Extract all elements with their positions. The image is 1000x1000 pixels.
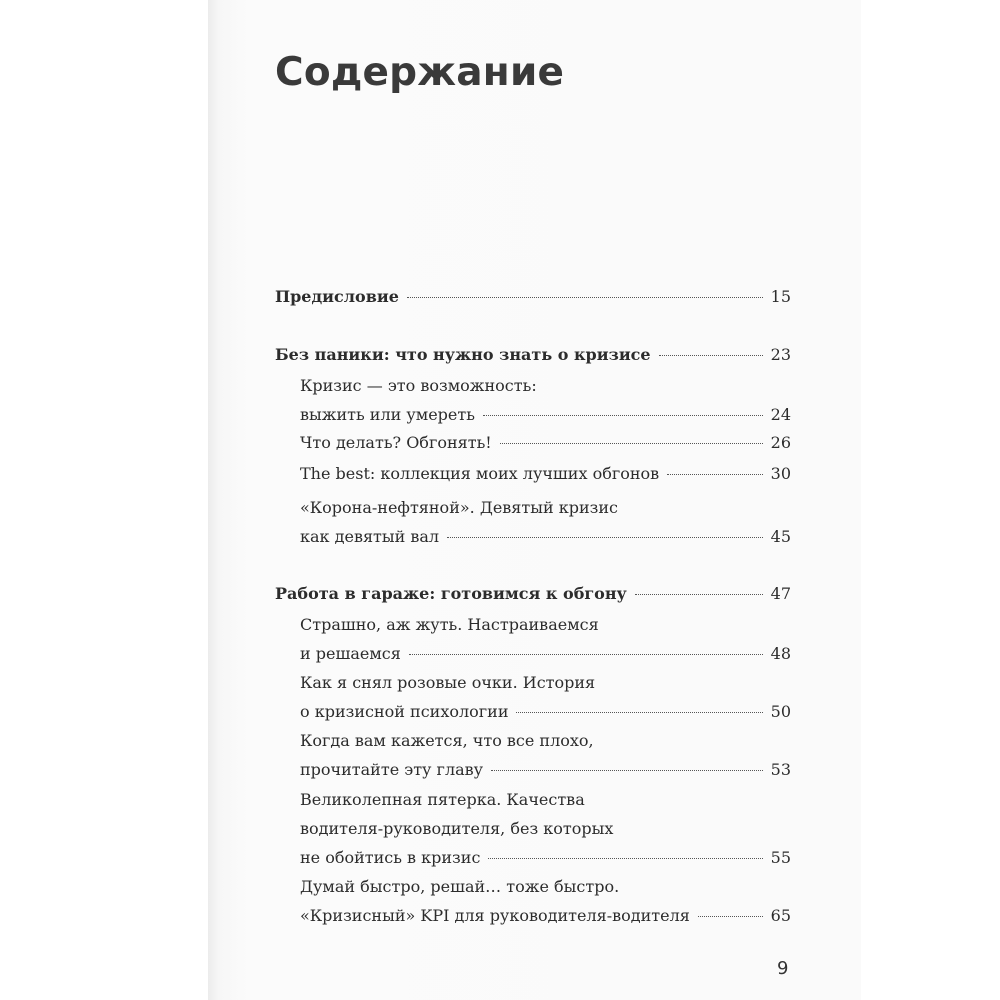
dot-leader [635, 594, 763, 595]
toc-entry-text: Что делать? Обгонять! [300, 433, 492, 452]
toc-entry-text: Работа в гараже: готовимся к обгону [275, 584, 627, 603]
toc-entry-text: Предисловие [275, 287, 399, 306]
toc-entry-page: 55 [770, 848, 791, 867]
toc-entry-page: 15 [770, 287, 791, 306]
toc-entry-page: 53 [770, 760, 791, 779]
dot-leader [698, 916, 763, 917]
dot-leader [483, 415, 763, 416]
toc-entry-row [275, 287, 791, 307]
toc-entry-page: 65 [770, 906, 791, 925]
toc-entry-page: 48 [770, 644, 791, 663]
toc-entry-text: как девятый вал [300, 527, 440, 546]
toc-entry-page: 24 [770, 405, 791, 424]
toc-entry-text: о кризисной психологии [300, 702, 509, 721]
page-title: Содержание [275, 50, 565, 95]
toc-entry-page: 30 [770, 464, 791, 483]
dot-leader [516, 712, 762, 713]
dot-leader [409, 654, 763, 655]
dot-leader [488, 858, 762, 859]
toc-entry-row [300, 906, 791, 926]
toc-entry-row [275, 345, 791, 365]
toc-entry-text: «Кризисный» KPI для руководителя-водителя [300, 906, 690, 925]
dot-leader [659, 355, 763, 356]
toc-entry-text: прочитайте эту главу [300, 760, 484, 779]
dot-leader [491, 770, 763, 771]
toc-entry-text: Когда вам кажется, что все плохо, [300, 731, 594, 750]
toc-entry-text: Страшно, аж жуть. Настраиваемся [300, 615, 599, 634]
toc-entry-text: Великолепная пятерка. Качества [300, 790, 585, 809]
toc-entry-text: The best: коллекция моих лучших обгонов [300, 464, 660, 483]
toc-entry-row [300, 464, 791, 484]
toc-entry-row [300, 433, 791, 453]
dot-leader [447, 537, 763, 538]
toc-entry-page: 47 [770, 584, 791, 603]
toc-entry-page: 45 [770, 527, 791, 546]
dot-leader [407, 297, 763, 298]
page-number: 9 [777, 958, 789, 979]
toc-entry-row [300, 760, 791, 780]
toc-entry-text: выжить или умереть [300, 405, 475, 424]
toc-entry-page: 50 [770, 702, 791, 721]
toc-entry-row [300, 848, 791, 868]
toc-entry-page: 23 [770, 345, 791, 364]
dot-leader [667, 474, 762, 475]
toc-entry-row [300, 527, 791, 547]
toc-entry-text: и решаемся [300, 644, 401, 663]
dot-leader [500, 443, 763, 444]
toc-entry-page: 26 [770, 433, 791, 452]
toc-entry-text: Думай быстро, решай… тоже быстро. [300, 877, 620, 896]
toc-entry-row [300, 644, 791, 664]
toc-entry-text: Как я снял розовые очки. История [300, 673, 596, 692]
toc-entry-row [300, 405, 791, 425]
toc-entry-text: водителя-руководителя, без которых [300, 819, 614, 838]
toc-entry-text: «Корона-нефтяной». Девятый кризис [300, 498, 618, 517]
toc-entry-text: не обойтись в кризис [300, 848, 481, 867]
toc-entry-row [275, 584, 791, 604]
toc-entry-text: Без паники: что нужно знать о кризисе [275, 345, 651, 364]
toc-entry-row [300, 702, 791, 722]
toc-entry-text: Кризис — это возможность: [300, 376, 537, 395]
